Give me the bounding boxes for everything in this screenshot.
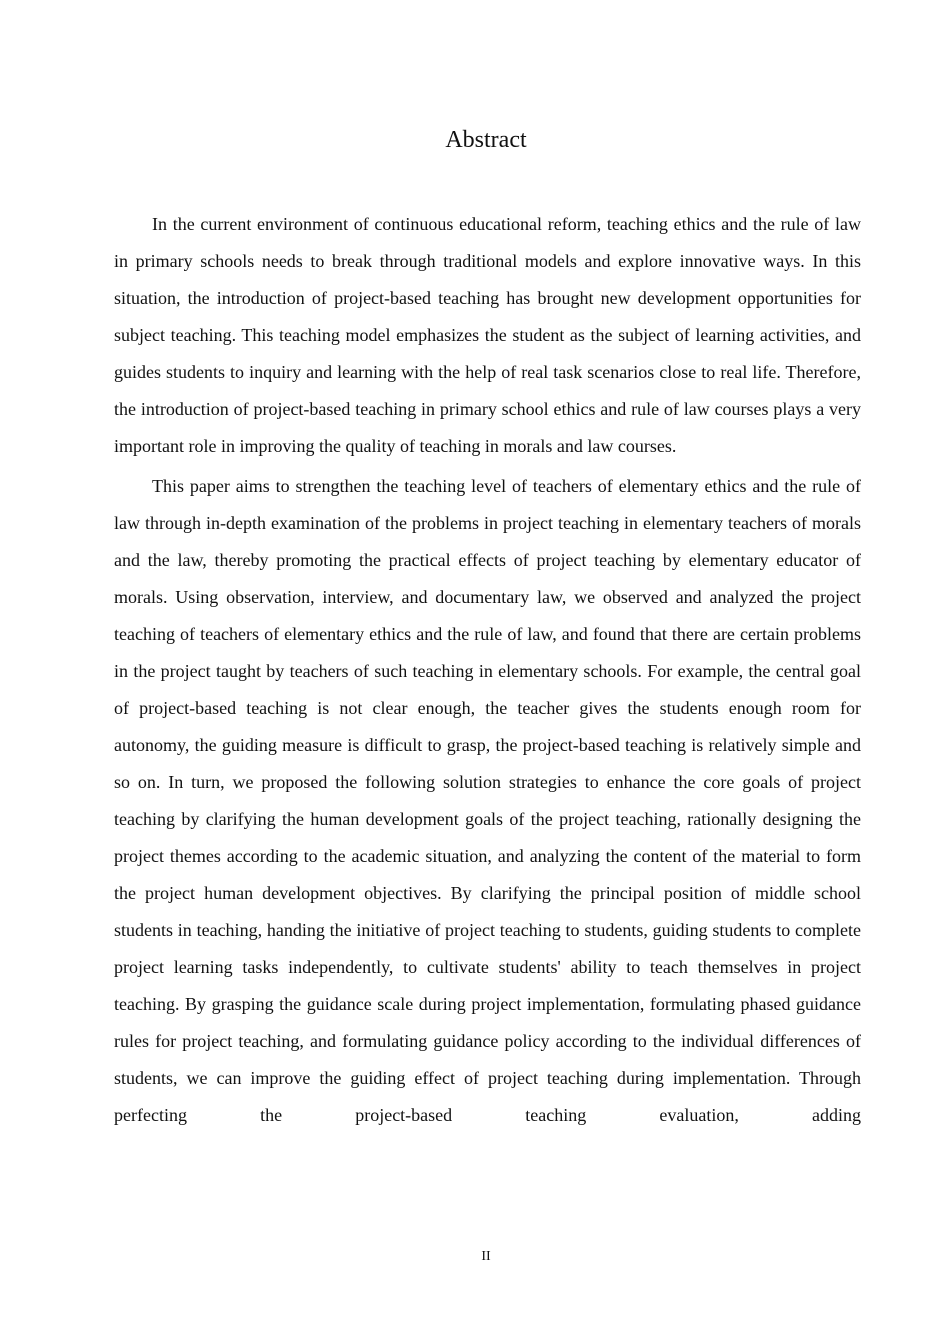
page-number: II <box>481 1249 491 1264</box>
abstract-body <box>114 206 861 1134</box>
abstract-paragraph-1: In the current environment of continuous educational reform, teaching ethics and the rule of law in primary schools needs to break through traditional models and explore innovative ways. In this situation, the introduction of project-based teaching has brought new development opportunities for subject teaching. This teaching model emphasizes the student as the subject of learning activities, and guides students to inquiry and learning with the help of real task scenarios close to real life. Therefore, the introduction of project-based teaching in primary school ethics and rule of law courses plays a very important role in improving the quality of teaching in morals and law courses. <box>114 214 861 456</box>
abstract-title: Abstract <box>445 127 527 153</box>
abstract-paragraph-2: This paper aims to strengthen the teaching level of teachers of elementary ethics and the rule of law through in-depth examination of the problems in project teaching in elementary teachers of morals and the law, thereby promoting the practical effects of project teaching by elementary educator of morals. Using observation, interview, and documentary law, we observed and analyzed the project teaching of teachers of elementary ethics and the rule of law, and found that there are certain problems in the project taught by teachers of such teaching in elementary schools. For example, the central goal of project-based teaching is not clear enough, the teacher gives the students enough room for autonomy, the guiding measure is difficult to grasp, the project-based teaching is relatively simple and so on. In turn, we proposed the following solution strategies to enhance the core goals of project teaching by clarifying the human development goals of the project teaching, rationally designing the project themes according to the academic situation, and analyzing the content of the material to form the project human development objectives. By clarifying the principal position of middle school students in teaching, handing the initiative of project teaching to students, guiding students to complete project learning tasks independently, to cultivate students' ability to teach themselves in project teaching. By grasping the guidance scale during project implementation, formulating phased guidance rules for project teaching, and formulating guidance policy according to the individual differences of students, we can improve the guiding effect of project teaching during implementation. Through perfecting the project-based teaching evaluation, adding <box>114 476 861 1125</box>
